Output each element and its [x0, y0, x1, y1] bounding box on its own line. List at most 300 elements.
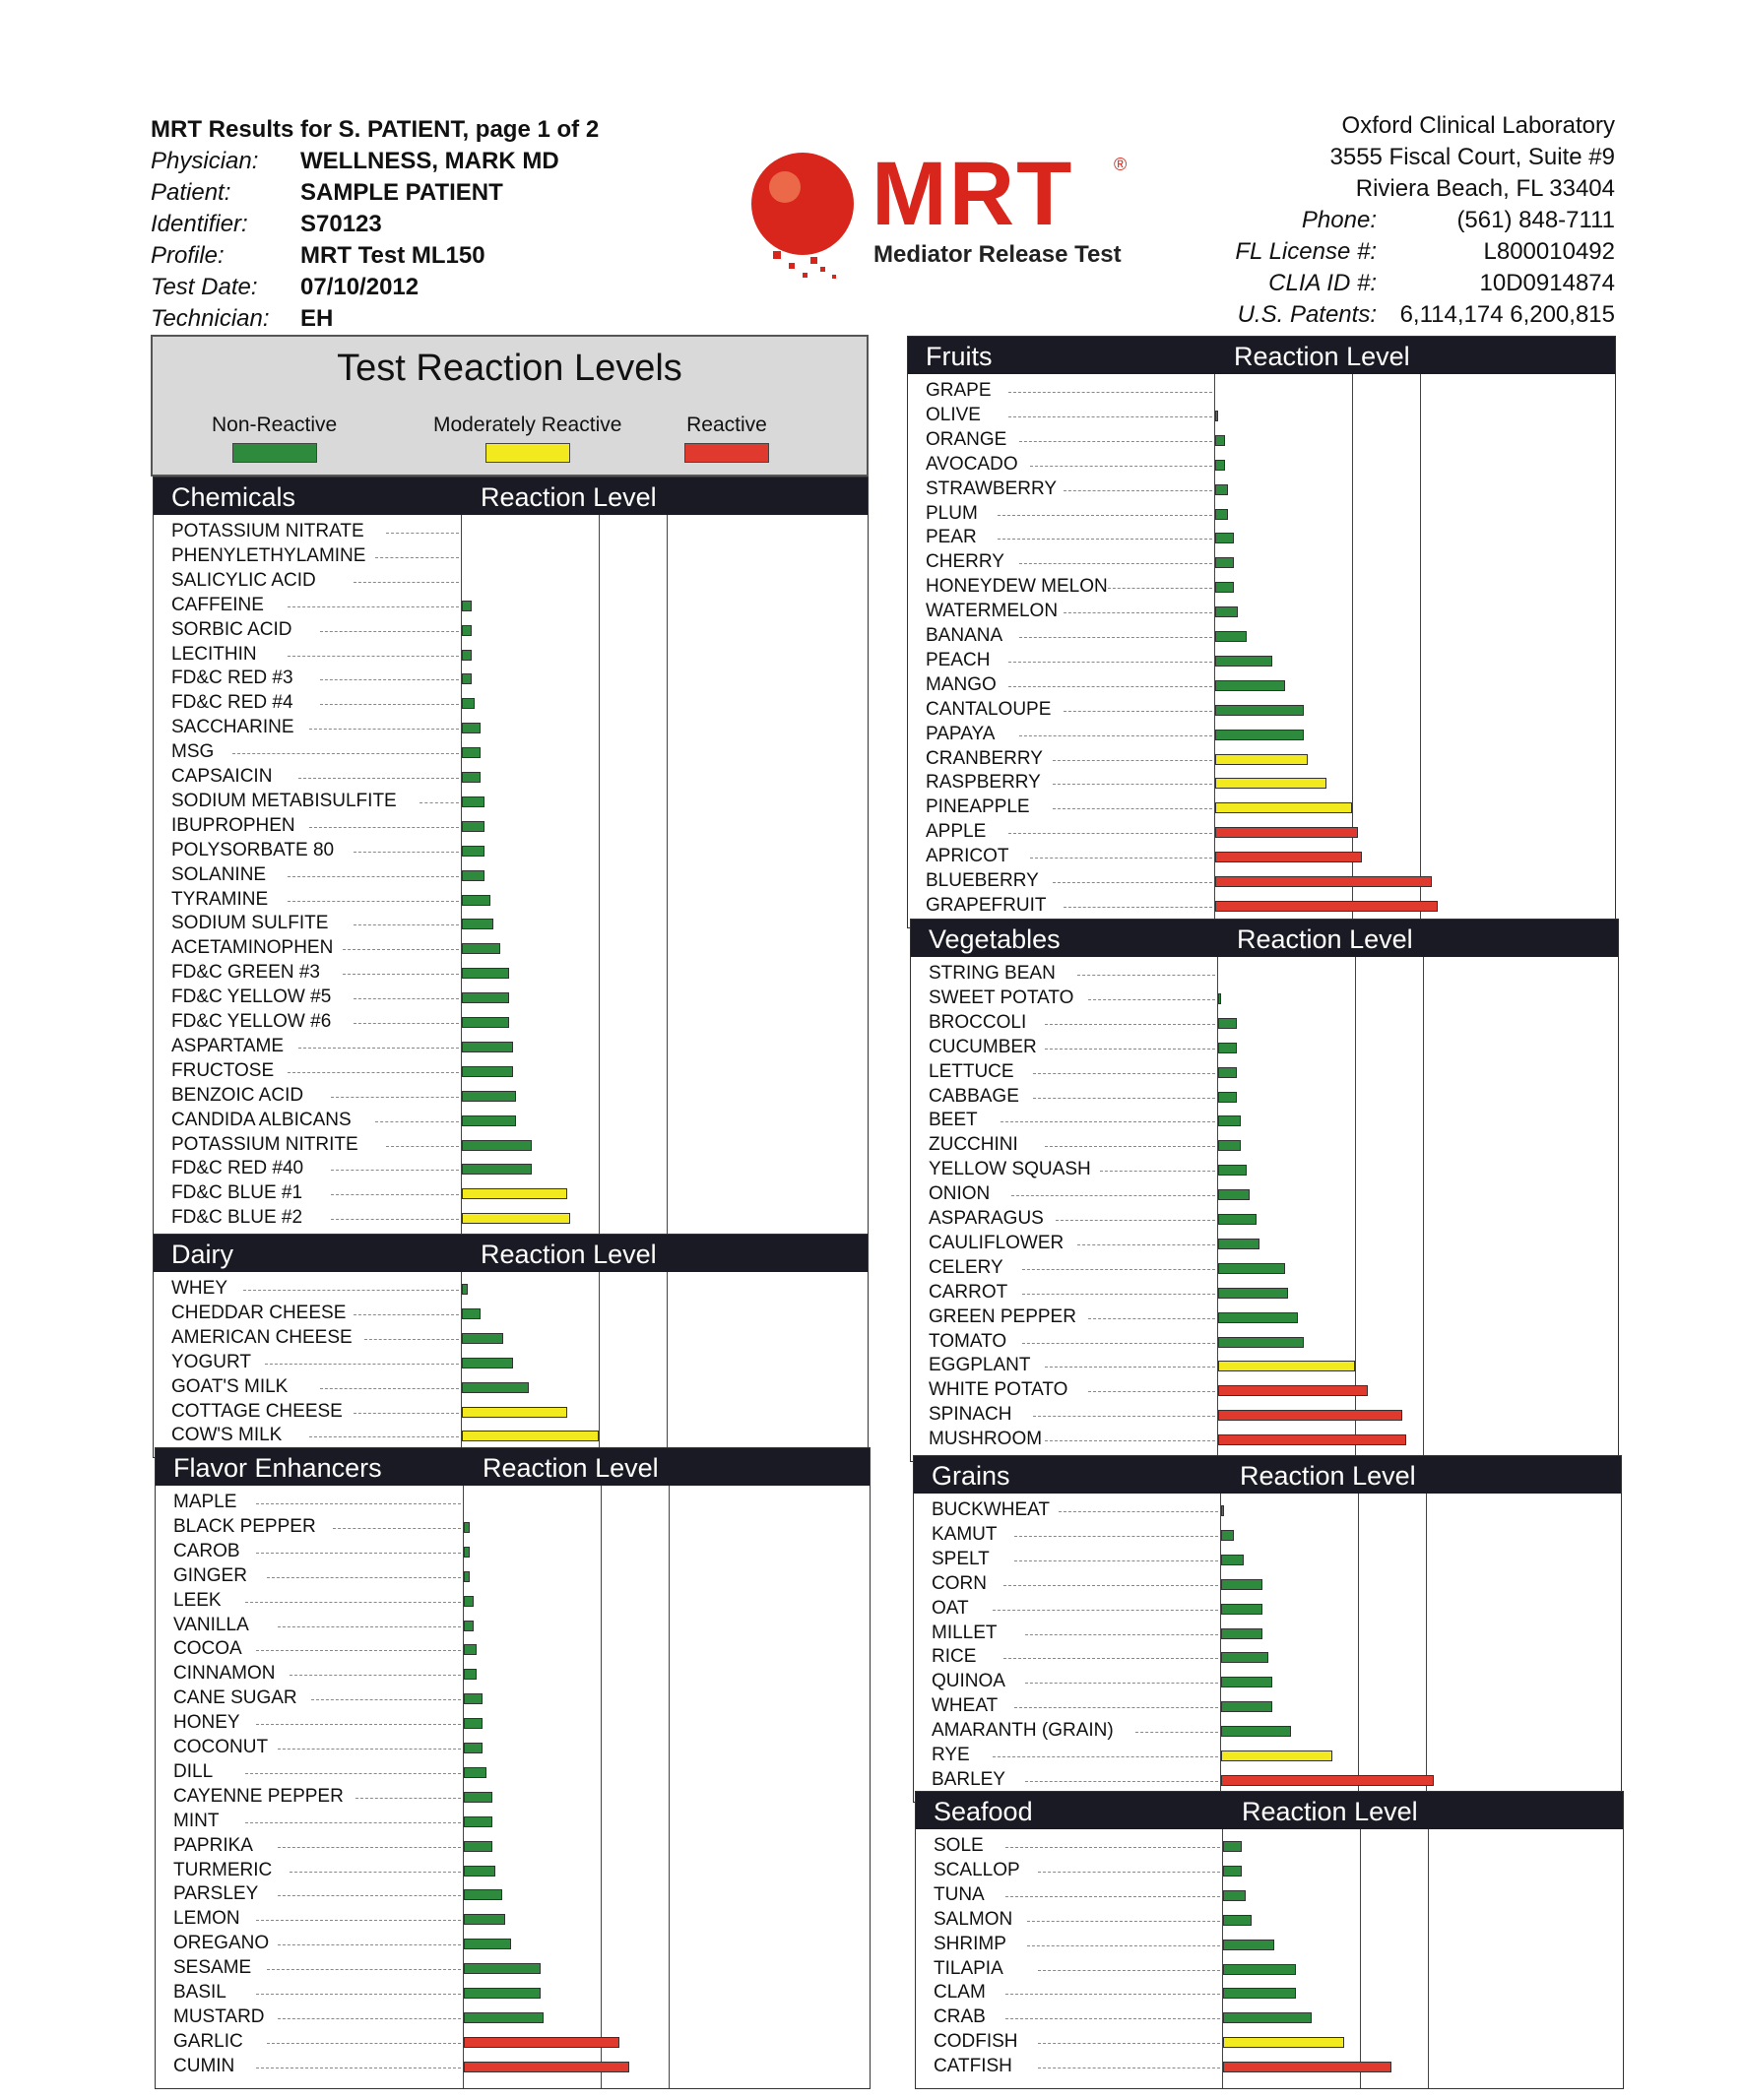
bar: [1218, 1434, 1406, 1445]
bar: [464, 2062, 629, 2072]
bar: [1215, 901, 1438, 912]
bar: [1223, 1940, 1274, 1950]
row-leader: [1045, 1024, 1215, 1025]
legend-box: [151, 335, 869, 477]
row-label: MSG: [171, 741, 215, 763]
row-leader: [1038, 2043, 1220, 2044]
row-leader: [232, 753, 459, 754]
lab-field-value: L800010492: [1483, 238, 1615, 265]
row-leader: [320, 1388, 459, 1389]
header-field-value: MRT Test ML150: [300, 242, 485, 269]
row-label: LEEK: [173, 1589, 222, 1611]
row-leader: [243, 1290, 459, 1291]
row-leader: [298, 1048, 459, 1049]
row-leader: [1064, 612, 1212, 613]
bar: [462, 1284, 468, 1295]
row-label: HONEY: [173, 1712, 240, 1734]
row-leader: [343, 974, 459, 975]
row-leader: [1025, 1634, 1218, 1635]
bar: [1215, 533, 1234, 543]
bar: [462, 1066, 513, 1077]
panel-title: Vegetables: [929, 924, 1061, 954]
bar: [1218, 1140, 1241, 1151]
row-label: TYRAMINE: [171, 888, 269, 910]
row-label: CANE SUGAR: [173, 1687, 297, 1709]
bar: [1215, 509, 1228, 520]
bar: [462, 650, 472, 661]
bar: [462, 1407, 567, 1418]
legend-swatch-yellow: [485, 443, 570, 463]
bar: [464, 1718, 483, 1729]
bar: [1215, 460, 1225, 471]
mrt-logo-graphic: [734, 143, 872, 290]
row-leader: [245, 1602, 461, 1603]
row-leader: [290, 1675, 461, 1676]
panel-chemicals: [153, 477, 869, 1241]
row-label: COCOA: [173, 1638, 242, 1660]
bar: [462, 1115, 516, 1126]
row-label: PEAR: [926, 527, 977, 548]
row-leader: [1053, 808, 1212, 809]
row-label: LETTUCE: [929, 1060, 1014, 1082]
row-label: SESAME: [173, 1957, 252, 1979]
row-leader: [343, 949, 459, 950]
row-label: POLYSORBATE 80: [171, 839, 335, 860]
bar: [462, 698, 475, 709]
row-label: FD&C BLUE #1: [171, 1182, 303, 1204]
bar: [1218, 1239, 1259, 1249]
row-label: POTASSIUM NITRITE: [171, 1133, 358, 1155]
row-label: QUINOA: [932, 1671, 1005, 1692]
bar: [1218, 1092, 1237, 1103]
legend-label: Non-Reactive: [212, 414, 338, 436]
legend-label: Reactive: [686, 414, 767, 436]
row-label: PAPRIKA: [173, 1834, 253, 1856]
row-leader: [420, 802, 459, 803]
row-label: STRAWBERRY: [926, 477, 1058, 499]
row-leader: [288, 876, 459, 877]
row-label: WHITE POTATO: [929, 1379, 1068, 1401]
bar: [462, 796, 484, 807]
bar: [1218, 1337, 1304, 1348]
row-label: CRAB: [934, 2006, 986, 2028]
row-label: POTASSIUM NITRATE: [171, 521, 364, 541]
bar: [464, 1522, 470, 1533]
header-field-value: WELLNESS, MARK MD: [300, 148, 559, 174]
row-label: BLUEBERRY: [926, 870, 1039, 891]
row-label: TOMATO: [929, 1330, 1007, 1352]
header-field-value: S70123: [300, 211, 382, 237]
row-label: SODIUM METABISULFITE: [171, 790, 397, 811]
row-leader: [1005, 1994, 1220, 1995]
legend-label: Moderately Reactive: [433, 414, 622, 436]
row-label: FD&C RED #40: [171, 1158, 304, 1179]
row-label: HONEYDEW MELON: [926, 576, 1108, 598]
row-label: COW'S MILK: [171, 1425, 283, 1446]
row-leader: [1025, 1781, 1218, 1782]
row-leader: [1064, 711, 1212, 712]
row-leader: [331, 1170, 459, 1171]
row-leader: [267, 2043, 461, 2044]
header-field-label: Patient:: [151, 179, 231, 206]
row-leader: [1008, 416, 1212, 417]
row-label: YOGURT: [171, 1351, 251, 1372]
bar: [1221, 1505, 1224, 1516]
row-leader: [1045, 1440, 1215, 1441]
threshold-line: [1420, 374, 1421, 927]
bar: [1223, 2037, 1344, 2048]
row-label: GARLIC: [173, 2030, 243, 2052]
row-leader: [320, 631, 459, 632]
row-leader: [267, 1969, 461, 1970]
bar: [1218, 1361, 1355, 1371]
bar: [1218, 1385, 1368, 1396]
bar: [464, 1939, 511, 1949]
row-leader: [355, 1798, 461, 1799]
row-leader: [1108, 588, 1212, 589]
threshold-line: [1423, 957, 1424, 1461]
panel-reaction-level-label: Reaction Level: [1237, 924, 1413, 954]
row-leader: [278, 1895, 461, 1896]
row-leader: [1019, 441, 1212, 442]
row-leader: [1064, 907, 1212, 908]
row-leader: [320, 704, 459, 705]
row-leader: [1056, 1220, 1215, 1221]
bar: [1218, 1288, 1288, 1299]
row-label: MUSHROOM: [929, 1429, 1043, 1450]
row-label: IBUPROPHEN: [171, 814, 295, 836]
bar: [462, 992, 509, 1003]
row-label: FD&C RED #4: [171, 692, 293, 714]
bar: [462, 1213, 570, 1224]
row-leader: [1014, 1536, 1218, 1537]
bar: [464, 1914, 505, 1925]
row-label: SALMON: [934, 1908, 1013, 1930]
report-title: MRT Results for S. PATIENT, page 1 of 2: [151, 116, 600, 143]
row-leader: [278, 1944, 461, 1945]
bar: [464, 2012, 544, 2023]
threshold-line: [1428, 1829, 1429, 2088]
lab-field-label: U.S. Patents:: [1237, 301, 1377, 328]
lab-address-line: 3555 Fiscal Court, Suite #9: [1329, 144, 1615, 170]
row-label: OAT: [932, 1597, 969, 1619]
row-leader: [375, 557, 459, 558]
row-leader: [1011, 1195, 1215, 1196]
row-leader: [278, 1847, 461, 1848]
row-label: GRAPEFRUIT: [926, 894, 1047, 916]
row-leader: [256, 1994, 461, 1995]
row-label: AMERICAN CHEESE: [171, 1326, 353, 1348]
lab-field-label: FL License #:: [1235, 238, 1377, 265]
row-label: WHEY: [171, 1278, 227, 1299]
bar: [462, 895, 490, 906]
row-label: CUMIN: [173, 2055, 235, 2076]
row-leader: [309, 827, 459, 828]
row-leader: [1033, 1073, 1215, 1074]
bar: [1221, 1701, 1272, 1712]
row-label: OLIVE: [926, 404, 981, 425]
row-label: COCONUT: [173, 1737, 269, 1757]
row-leader: [1088, 1391, 1215, 1392]
bar: [462, 1382, 529, 1393]
panel-header: [154, 477, 868, 515]
row-label: MINT: [173, 1810, 220, 1831]
row-label: CANDIDA ALBICANS: [171, 1109, 352, 1130]
row-label: ONION: [929, 1183, 991, 1205]
legend-title: Test Reaction Levels: [337, 348, 682, 389]
lab-field-value: 6,114,174 6,200,815: [1399, 301, 1615, 328]
bar: [1218, 1214, 1257, 1225]
panel-reaction-level-label: Reaction Level: [481, 482, 657, 512]
bar: [464, 1816, 492, 1827]
row-leader: [1100, 1171, 1215, 1172]
row-label: COTTAGE CHEESE: [171, 1400, 343, 1422]
bar: [1215, 876, 1432, 887]
row-label: WHEAT: [932, 1695, 999, 1717]
row-leader: [288, 1072, 459, 1073]
bar: [1215, 680, 1285, 691]
row-leader: [1008, 392, 1212, 393]
bar: [462, 968, 509, 979]
row-label: FD&C YELLOW #5: [171, 986, 332, 1008]
bar: [462, 747, 481, 758]
row-leader: [354, 1314, 459, 1315]
row-leader: [1008, 686, 1212, 687]
bar: [1221, 1555, 1244, 1565]
threshold-line: [667, 1272, 668, 1457]
bar: [1221, 1628, 1262, 1639]
bar: [462, 1091, 516, 1102]
row-leader: [278, 1749, 461, 1750]
panel-flavor-enhancers: [155, 1447, 871, 2089]
row-label: APRICOT: [926, 846, 1009, 867]
legend-swatch-red: [684, 443, 769, 463]
panel-header: [908, 337, 1615, 374]
row-label: CAROB: [173, 1540, 240, 1561]
threshold-line: [667, 515, 668, 1240]
row-leader: [1033, 1098, 1215, 1099]
row-leader: [998, 539, 1212, 540]
row-leader: [1003, 1585, 1218, 1586]
row-leader: [1064, 490, 1212, 491]
threshold-line: [601, 1486, 602, 2088]
legend-swatch-green: [232, 443, 317, 463]
row-leader: [1053, 784, 1212, 785]
header-field-label: Technician:: [151, 305, 270, 332]
row-leader: [1088, 999, 1215, 1000]
row-leader: [298, 778, 459, 779]
bar: [1223, 2012, 1312, 2023]
row-label: AVOCADO: [926, 453, 1018, 475]
row-label: PINEAPPLE: [926, 796, 1030, 818]
panel-title: Seafood: [934, 1797, 1033, 1826]
row-label: RICE: [932, 1646, 977, 1668]
row-leader: [1027, 1921, 1220, 1922]
bar: [1218, 1410, 1402, 1421]
row-label: CHERRY: [926, 551, 1004, 573]
bar: [1215, 705, 1304, 716]
bar: [1223, 1964, 1296, 1975]
row-label: CORN: [932, 1572, 987, 1594]
row-label: SACCHARINE: [171, 717, 294, 738]
bar: [1215, 435, 1225, 446]
bar: [1223, 1866, 1242, 1877]
row-leader: [1077, 975, 1215, 976]
row-label: BANANA: [926, 625, 1003, 646]
row-leader: [375, 1121, 459, 1122]
bar: [1215, 730, 1304, 740]
row-leader: [1059, 1511, 1218, 1512]
row-label: TILAPIA: [934, 1957, 1003, 1979]
bar: [464, 1866, 495, 1877]
threshold-line: [1352, 374, 1353, 927]
bar: [1221, 1677, 1272, 1687]
bar: [462, 1308, 481, 1319]
row-leader: [290, 1872, 461, 1873]
bar: [1221, 1652, 1268, 1663]
row-label: GREEN PEPPER: [929, 1305, 1076, 1327]
mrt-logo: [734, 143, 1147, 290]
row-label: OREGANO: [173, 1933, 270, 1954]
row-leader: [1019, 735, 1212, 736]
row-label: AMARANTH (GRAIN): [932, 1720, 1114, 1742]
threshold-line: [599, 1272, 600, 1457]
row-leader: [1033, 1416, 1215, 1417]
bar: [1218, 1165, 1247, 1176]
row-label: TUNA: [934, 1883, 985, 1905]
row-label: MANGO: [926, 673, 997, 695]
bar: [1218, 1043, 1237, 1053]
row-leader: [1045, 1049, 1215, 1050]
row-label: LECITHIN: [171, 643, 257, 665]
row-leader: [309, 729, 459, 730]
row-label: BLACK PEPPER: [173, 1515, 316, 1537]
row-leader: [1022, 1343, 1215, 1344]
row-leader: [245, 1773, 461, 1774]
bar: [464, 1841, 492, 1852]
bar: [464, 1621, 474, 1631]
row-label: SCALLOP: [934, 1859, 1020, 1880]
row-label: WATERMELON: [926, 601, 1059, 622]
row-label: CANTALOUPE: [926, 698, 1052, 720]
panel-header: [154, 1235, 868, 1272]
bar: [1218, 1067, 1237, 1078]
row-label: BASIL: [173, 1982, 226, 2003]
header-field-value: EH: [300, 305, 334, 332]
row-label: CHEDDAR CHEESE: [171, 1302, 347, 1323]
panel-title: Flavor Enhancers: [173, 1453, 382, 1483]
row-leader: [1030, 858, 1212, 859]
row-leader: [1022, 1269, 1215, 1270]
bar: [462, 1140, 532, 1151]
row-label: ACETAMINOPHEN: [171, 937, 334, 959]
row-label: RYE: [932, 1745, 970, 1765]
row-label: CABBAGE: [929, 1085, 1019, 1107]
row-leader: [331, 1194, 459, 1195]
bar: [1215, 827, 1358, 838]
bar: [1221, 1579, 1262, 1590]
row-label: APPLE: [926, 821, 987, 843]
bar: [462, 919, 493, 929]
row-label: ORANGE: [926, 428, 1007, 450]
row-leader: [993, 1756, 1218, 1757]
panel-reaction-level-label: Reaction Level: [1240, 1461, 1416, 1491]
panel-reaction-level-label: Reaction Level: [481, 1240, 657, 1269]
bar: [462, 772, 481, 783]
panel-title: Dairy: [171, 1240, 234, 1269]
logo-subtitle: Mediator Release Test: [873, 241, 1122, 268]
bar: [464, 1693, 483, 1704]
row-leader: [1025, 1683, 1218, 1684]
row-leader: [1045, 1146, 1215, 1147]
row-label: KAMUT: [932, 1523, 998, 1545]
bar: [462, 846, 484, 857]
row-label: CAPSAICIN: [171, 766, 273, 787]
row-leader: [245, 1822, 461, 1823]
row-label: BENZOIC ACID: [171, 1084, 304, 1106]
row-leader: [278, 1626, 461, 1627]
row-label: SPELT: [932, 1548, 990, 1569]
row-label: MAPLE: [173, 1492, 237, 1512]
row-label: LEMON: [173, 1908, 240, 1930]
panel-title: Grains: [932, 1461, 1010, 1491]
row-label: PLUM: [926, 502, 978, 524]
row-leader: [354, 852, 459, 853]
bar: [1215, 852, 1362, 862]
bar: [462, 1042, 513, 1052]
row-leader: [998, 515, 1212, 516]
row-label: PHENYLETHYLAMINE: [171, 544, 366, 566]
lab-field-value: 10D0914874: [1479, 270, 1615, 296]
bar: [1223, 1988, 1296, 1999]
row-label: DILL: [173, 1760, 214, 1782]
bar: [462, 870, 484, 881]
row-label: FD&C YELLOW #6: [171, 1011, 332, 1032]
row-leader: [256, 1553, 461, 1554]
row-leader: [311, 1699, 461, 1700]
header-field-value: 07/10/2012: [300, 274, 420, 300]
row-label: CATFISH: [934, 2056, 1012, 2077]
row-label: TURMERIC: [173, 1859, 273, 1880]
bar: [1221, 1775, 1434, 1786]
threshold-line: [1360, 1829, 1361, 2088]
bar: [462, 1333, 503, 1344]
row-label: GRAPE: [926, 380, 992, 401]
bar: [1223, 1915, 1252, 1926]
bar: [1215, 778, 1326, 789]
header-field-label: Test Date:: [151, 274, 258, 300]
bar: [1218, 1115, 1241, 1126]
bar: [1221, 1726, 1291, 1737]
bar: [1215, 631, 1247, 642]
row-leader: [309, 1436, 459, 1437]
panel-title: Chemicals: [171, 482, 296, 512]
row-leader: [331, 1219, 459, 1220]
row-label: PAPAYA: [926, 723, 996, 744]
row-label: STRING BEAN: [929, 963, 1056, 984]
panel-fruits: [907, 336, 1616, 928]
row-leader: [354, 1023, 459, 1024]
lab-field-label: CLIA ID #:: [1268, 270, 1377, 296]
row-label: PEACH: [926, 649, 991, 670]
row-leader: [288, 656, 459, 657]
logo-wordmark: MRT: [872, 144, 1074, 244]
row-leader: [256, 1650, 461, 1651]
row-label: SALICYLIC ACID: [171, 569, 316, 591]
row-leader: [354, 998, 459, 999]
legend-reactive: [684, 414, 769, 463]
row-label: RASPBERRY: [926, 772, 1041, 794]
